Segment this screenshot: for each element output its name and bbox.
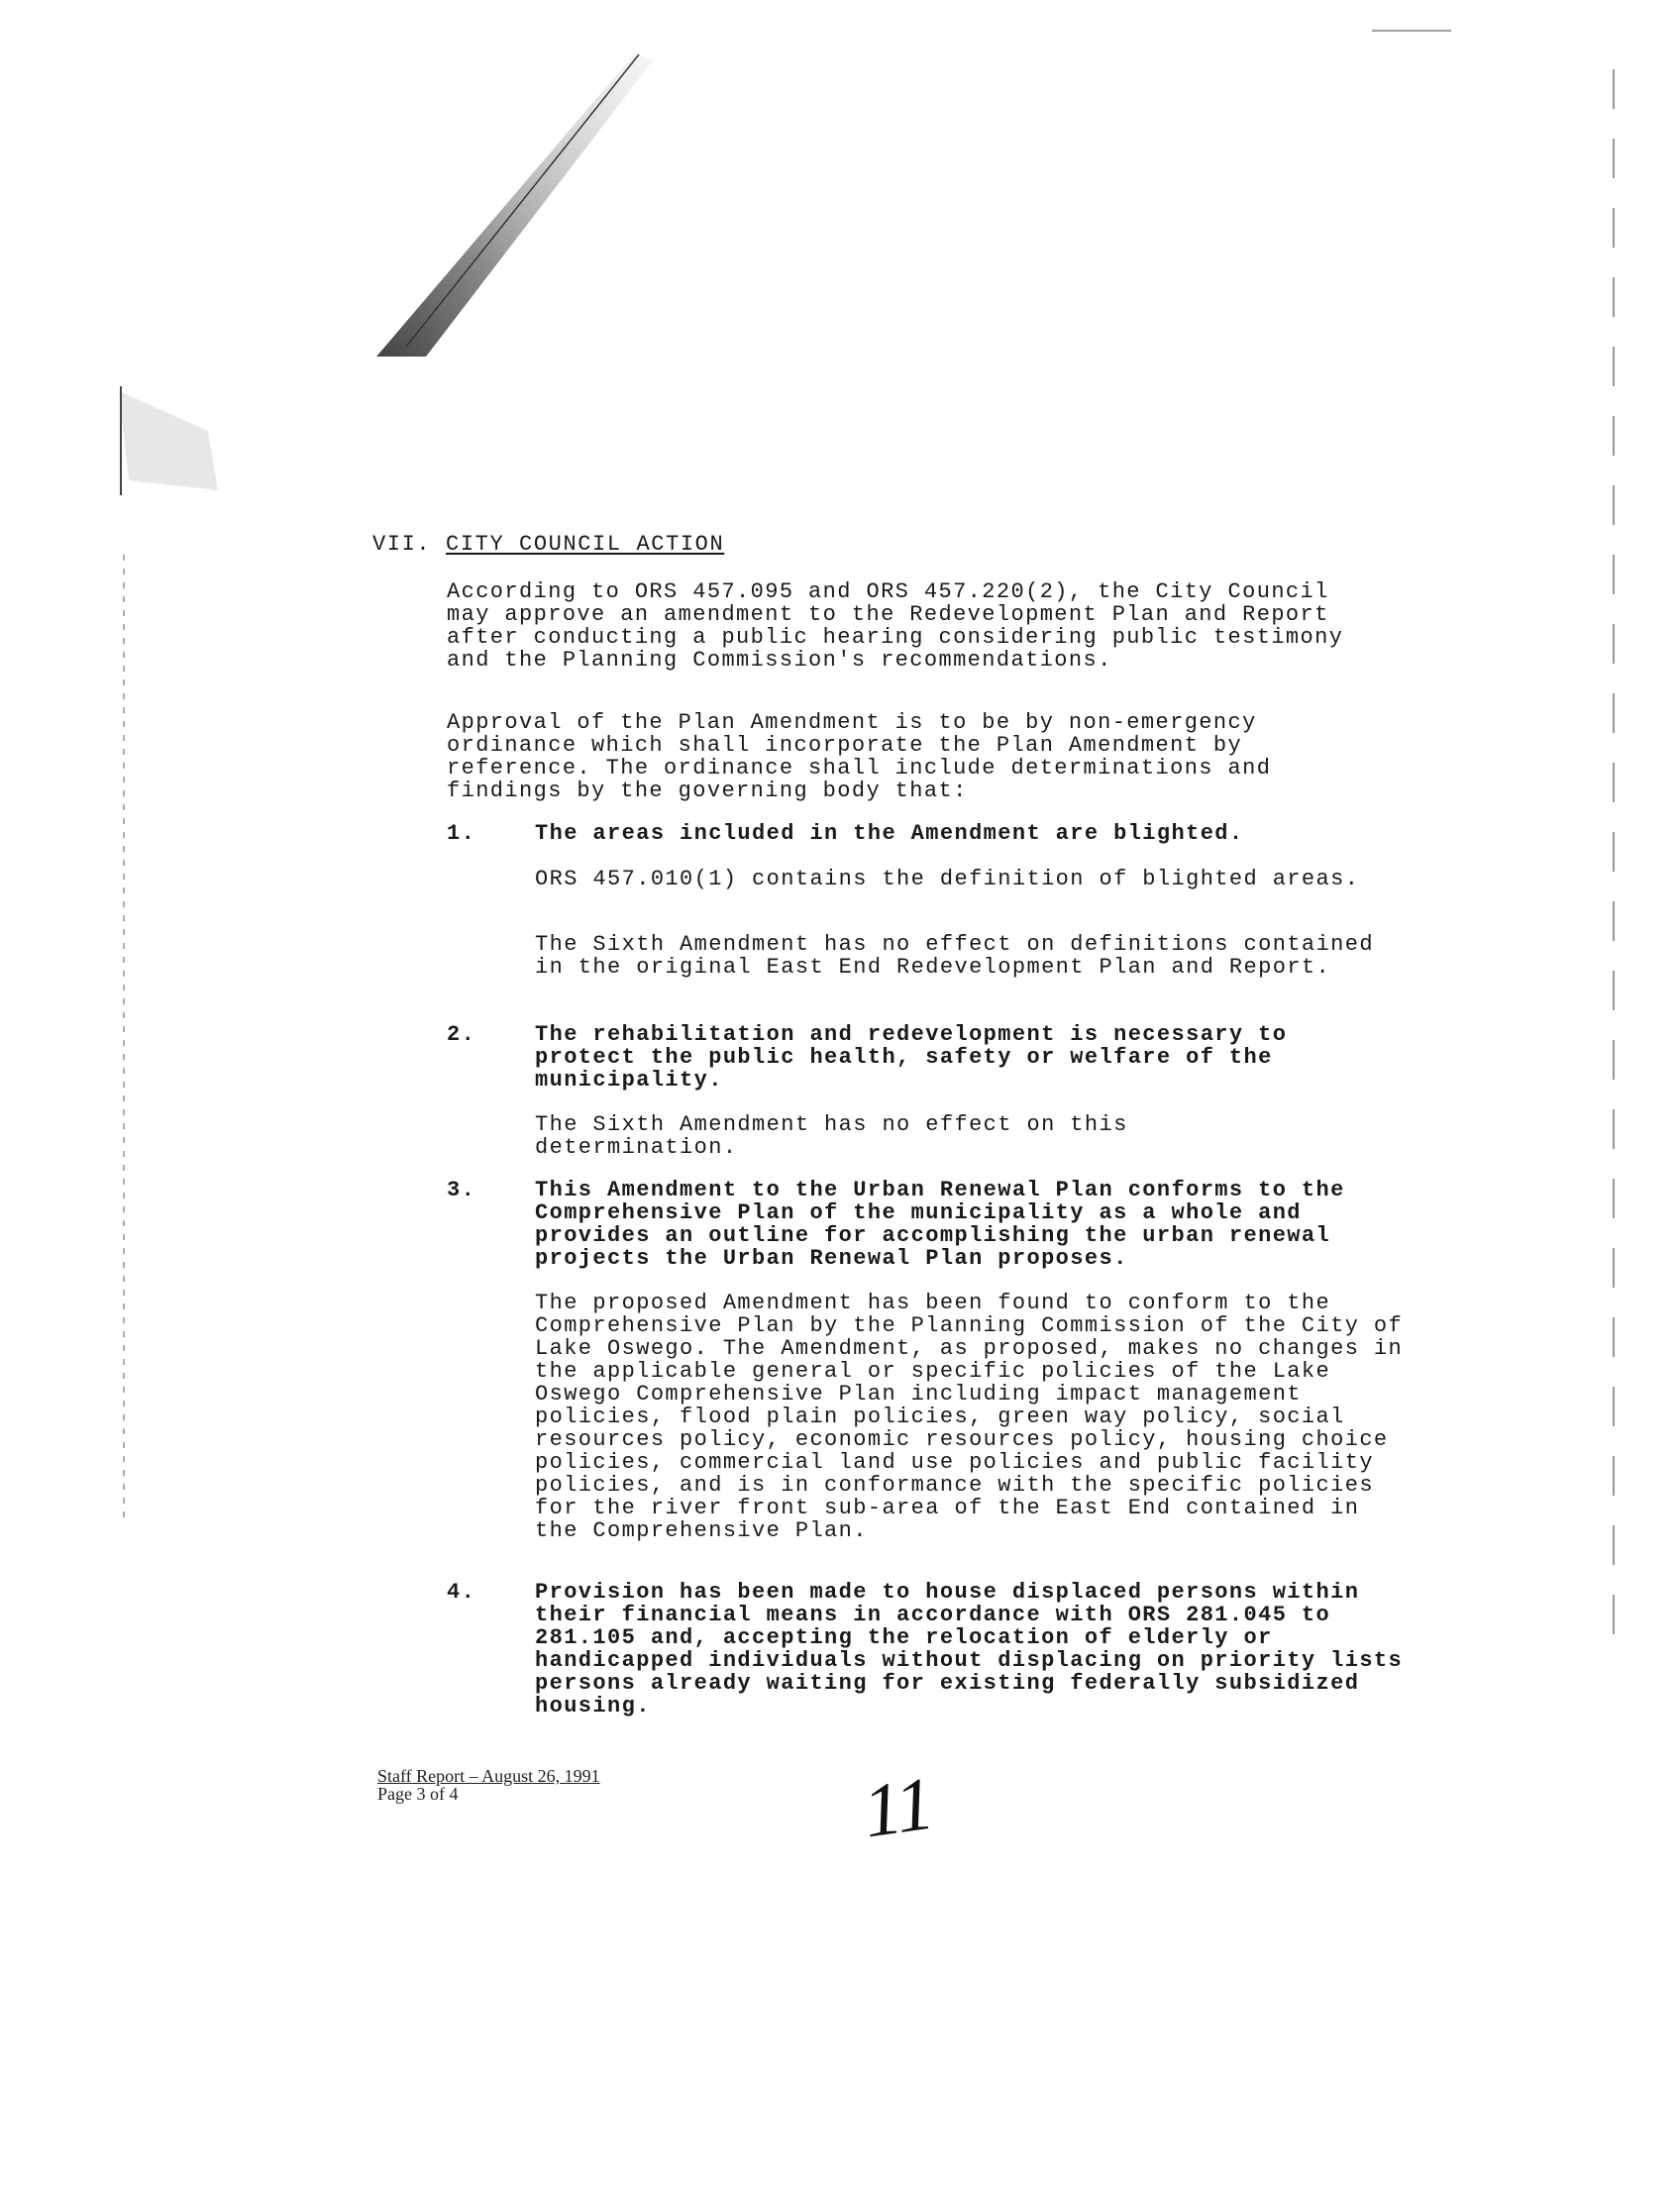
- item-3-body-1: The proposed Amendment has been found to conform to the Comprehensive Plan by the Planning Commission of the City of Lake Oswego. The Amendment, as proposed, makes no changes in the applicable general or specific policies of the Lake Oswego Comprehensive Plan including impact management policies, flood plain policies, green way policy, social resources policy, economic resources policy, housing choice policies, commercial land use policies and public facility policies, and is in conformance with the specific policies for the river front sub-area of the East End contained in the Comprehensive Plan.: [535, 1291, 1404, 1543]
- top-scan-dash: [1372, 30, 1451, 32]
- item-1-heading: The areas included in the Amendment are blighted.: [535, 821, 1244, 846]
- handwritten-page-mark: 11: [858, 1761, 939, 1854]
- section-title: CITY COUNCIL ACTION: [446, 532, 725, 557]
- item-3-number: 3.: [447, 1178, 476, 1202]
- item-2-number: 2.: [447, 1022, 476, 1047]
- section-number: VII.: [372, 532, 432, 557]
- page-footer: [377, 1767, 600, 1803]
- item-4-heading: Provision has been made to house displaced persons within their financial means in accordance with ORS 281.045 to 281.105 and, accepting the relocation of elderly or handicapped individuals without displacing on priority lists persons already waiting for existing federally subsidized housing.: [535, 1580, 1404, 1718]
- item-2-body-1: The Sixth Amendment has no effect on this determination.: [535, 1112, 1128, 1160]
- footer-report-date: Staff Report – August 26, 1991: [377, 1766, 600, 1786]
- item-2-heading: The rehabilitation and redevelopment is necessary to protect the public health, safety or welfare of the municipality.: [535, 1022, 1288, 1093]
- paragraph-1: According to ORS 457.095 and ORS 457.220(2), the City Council may approve an amendment to the Redevelopment Plan and Report after conducting a public hearing considering public testimony and the Planning Commission's recommendations.: [447, 579, 1344, 673]
- scan-artifact-diagonal: [367, 50, 664, 366]
- item-3-heading: This Amendment to the Urban Renewal Plan conforms to the Comprehensive Plan of the municipality as a whole and provides an outline for accomplishing the urban renewal projects the Urban Renewal Plan proposes.: [535, 1178, 1345, 1271]
- item-4-number: 4.: [447, 1580, 476, 1605]
- item-1-number: 1.: [447, 821, 476, 846]
- section-heading: [372, 533, 724, 556]
- left-margin-line: [123, 555, 125, 1525]
- right-margin-line: [1613, 69, 1615, 1634]
- paragraph-2: Approval of the Plan Amendment is to be by non-emergency ordinance which shall incorporate the Plan Amendment by reference. The ordinance shall include determinations and findings by the governing body that:: [447, 710, 1272, 803]
- footer-page-number: Page 3 of 4: [377, 1784, 459, 1804]
- scan-artifact-margin-smudge: [99, 381, 228, 500]
- item-1-body-1: ORS 457.010(1) contains the definition of blighted areas.: [535, 867, 1360, 891]
- item-1-body-2: The Sixth Amendment has no effect on definitions contained in the original East End Redevelopment Plan and Report.: [535, 932, 1374, 980]
